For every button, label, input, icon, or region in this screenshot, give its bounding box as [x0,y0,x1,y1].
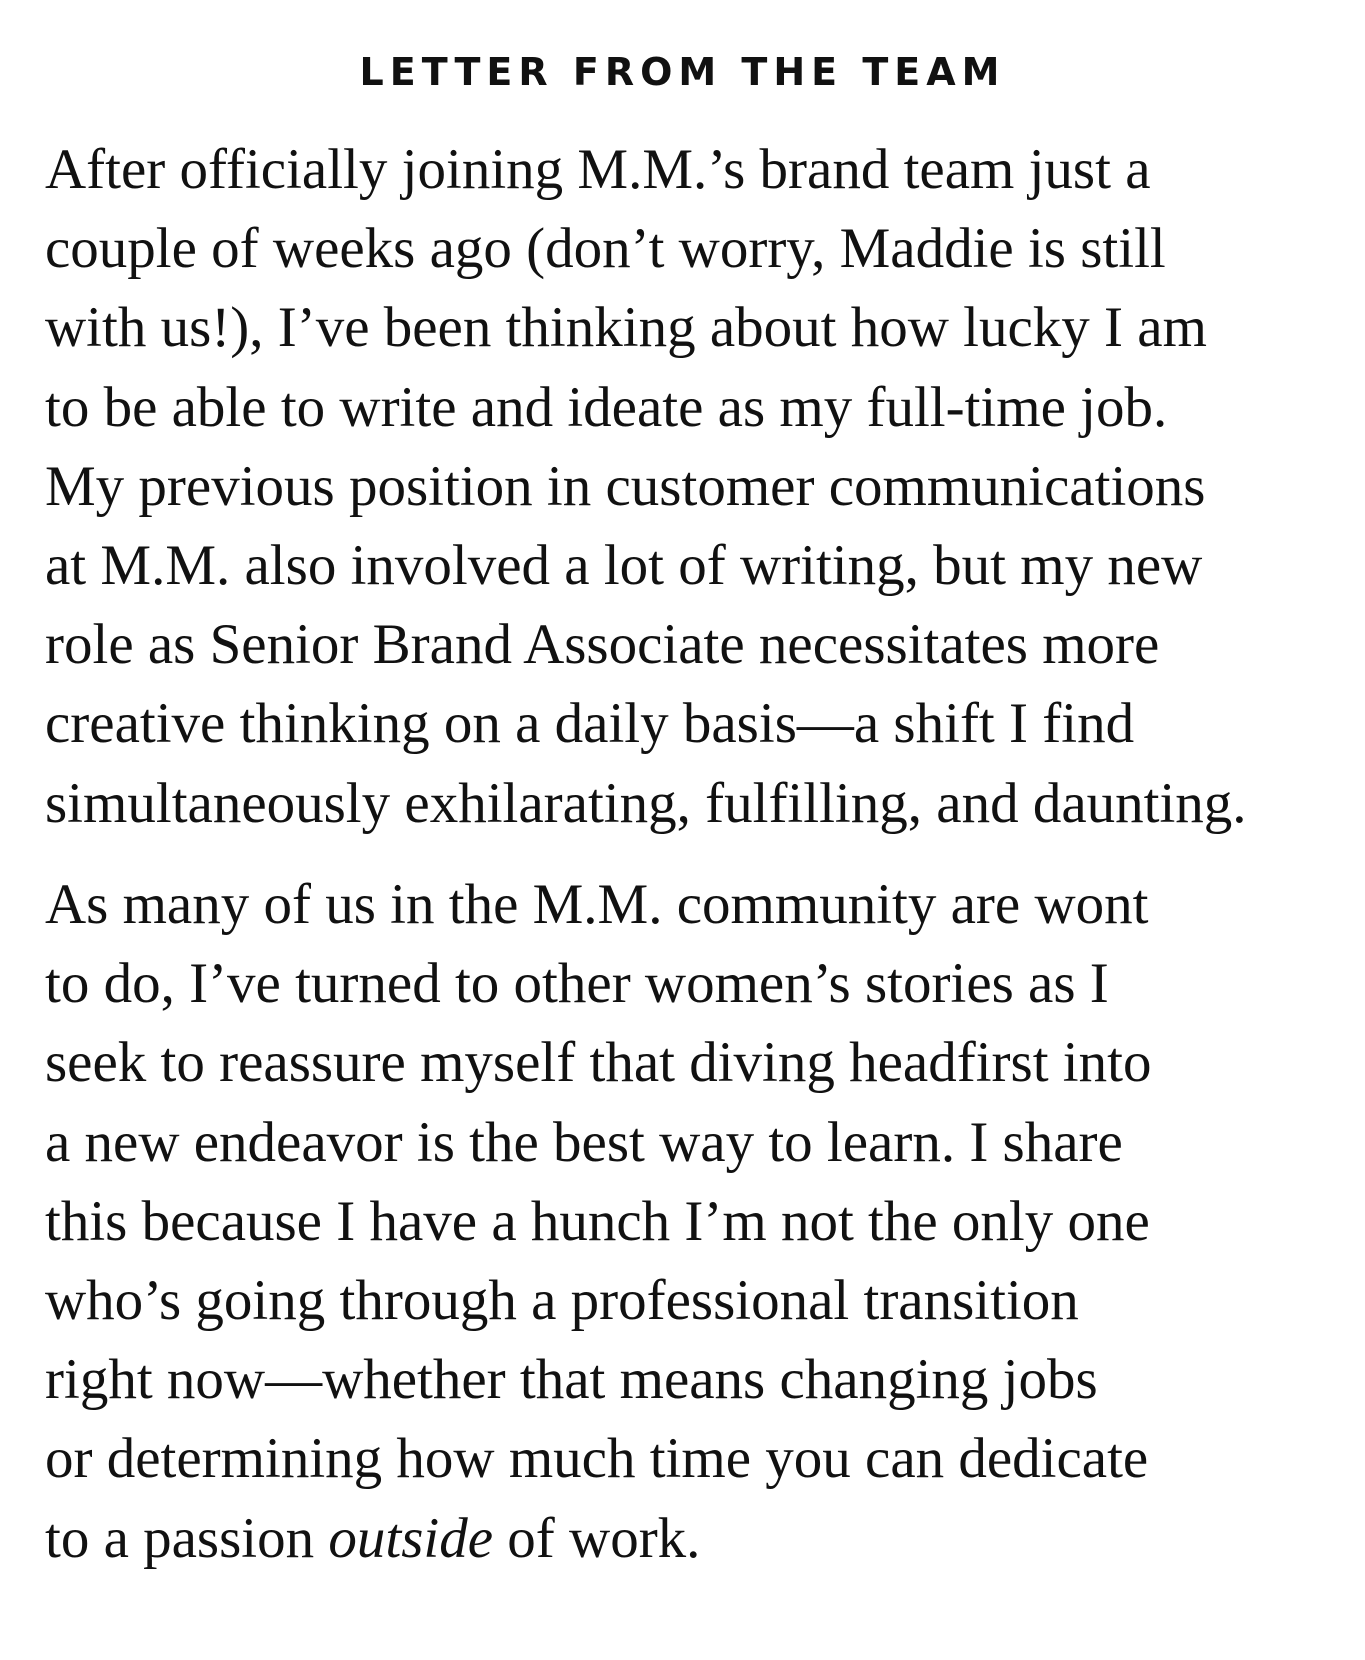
emphasized-word: outside [328,1506,494,1570]
paragraph-2-line: or determining how much time you can dedicate [45,1427,1149,1491]
paragraph-2-line: to do, I’ve turned to other women’s stories as I [45,952,1109,1016]
paragraph-1-line: with us!), I’ve been thinking about how lucky I am [45,296,1207,360]
paragraph-1 [45,130,1345,843]
paragraph-2-line: this because I have a hunch I’m not the only one [45,1189,1150,1253]
paragraph-2-line: right now—whether that means changing jobs [45,1348,1098,1412]
paragraph-1-line: couple of weeks ago (don’t worry, Maddie is still [45,217,1166,281]
paragraph-2-last-line [45,1499,1345,1578]
paragraph-2-line: As many of us in the M.M. community are wont [45,873,1149,936]
paragraph-1-line: creative thinking on a daily basis—a shift I find [45,692,1135,756]
paragraph-1-line: to be able to write and ideate as my full-time job. [45,375,1168,439]
paragraph-1-line: role as Senior Brand Associate necessitates more [45,613,1160,677]
paragraph-1-line: My previous position in customer communications [45,454,1206,518]
last-line-start: to a passion [45,1506,329,1570]
paragraph-2-line: seek to reassure myself that diving headfirst into [45,1031,1152,1095]
last-line-end: of work. [493,1506,701,1570]
paragraph-1-line: at M.M. also involved a lot of writing, but my new [45,534,1203,598]
paragraph-1-line: simultaneously exhilarating, fulfilling, and daunting. [45,771,1247,835]
paragraph-2-line: a new endeavor is the best way to learn. I share [45,1110,1123,1174]
section-heading: LETTER FROM THE TEAM [359,50,1006,94]
paragraph-2-line: who’s going through a professional transition [45,1269,1079,1333]
paragraph-1-line: After officially joining M.M.’s brand team just a [45,138,1151,201]
paragraph-2 [45,865,1345,1578]
